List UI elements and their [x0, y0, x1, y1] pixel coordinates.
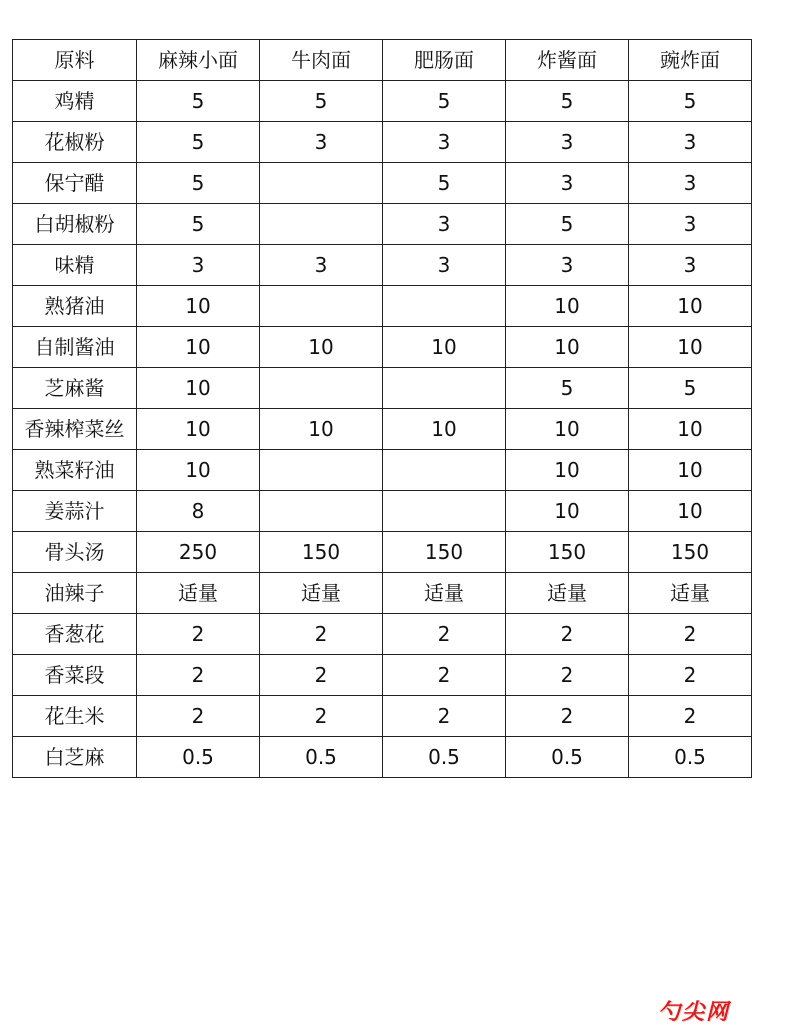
- header-noodle-type: 肥肠面: [383, 40, 506, 81]
- table-row: [13, 245, 752, 286]
- ingredient-name-cell: 香菜段: [13, 655, 137, 696]
- amount-cell: 10: [506, 409, 629, 450]
- table-row: [13, 655, 752, 696]
- ingredient-name-cell: 姜蒜汁: [13, 491, 137, 532]
- amount-cell: 2: [506, 614, 629, 655]
- amount-cell: 5: [629, 368, 752, 409]
- amount-cell: [260, 491, 383, 532]
- ingredient-name-cell: 保宁醋: [13, 163, 137, 204]
- amount-cell: 5: [137, 204, 260, 245]
- amount-cell: 2: [383, 696, 506, 737]
- amount-cell: 适量: [629, 573, 752, 614]
- amount-cell: [383, 368, 506, 409]
- ingredient-name-cell: 鸡精: [13, 81, 137, 122]
- amount-cell: 3: [260, 245, 383, 286]
- amount-cell: 5: [506, 204, 629, 245]
- table-row: [13, 491, 752, 532]
- amount-cell: 10: [629, 450, 752, 491]
- header-ingredient: 原料: [13, 40, 137, 81]
- table-row: [13, 163, 752, 204]
- amount-cell: 2: [260, 655, 383, 696]
- amount-cell: 10: [629, 409, 752, 450]
- amount-cell: 5: [383, 163, 506, 204]
- amount-cell: 3: [383, 204, 506, 245]
- site-watermark: 勺尖网: [658, 1000, 731, 1025]
- amount-cell: 3: [506, 245, 629, 286]
- ingredient-name-cell: 白胡椒粉: [13, 204, 137, 245]
- table-row: [13, 696, 752, 737]
- header-noodle-type: 豌炸面: [629, 40, 752, 81]
- table-row: [13, 204, 752, 245]
- amount-cell: 10: [506, 286, 629, 327]
- table-row: [13, 614, 752, 655]
- table-row: [13, 737, 752, 778]
- amount-cell: 3: [383, 122, 506, 163]
- amount-cell: 0.5: [506, 737, 629, 778]
- ingredient-name-cell: 花椒粉: [13, 122, 137, 163]
- ingredient-name-cell: 自制酱油: [13, 327, 137, 368]
- amount-cell: 0.5: [383, 737, 506, 778]
- amount-cell: 3: [506, 163, 629, 204]
- amount-cell: 5: [137, 163, 260, 204]
- amount-cell: 2: [137, 655, 260, 696]
- amount-cell: 10: [260, 327, 383, 368]
- amount-cell: 3: [629, 163, 752, 204]
- table-row: [13, 450, 752, 491]
- amount-cell: 3: [629, 122, 752, 163]
- amount-cell: 2: [383, 614, 506, 655]
- amount-cell: 2: [137, 696, 260, 737]
- amount-cell: [383, 491, 506, 532]
- header-noodle-type: 牛肉面: [260, 40, 383, 81]
- table-row: [13, 368, 752, 409]
- ingredient-name-cell: 骨头汤: [13, 532, 137, 573]
- amount-cell: 150: [629, 532, 752, 573]
- ingredient-name-cell: 白芝麻: [13, 737, 137, 778]
- amount-cell: 5: [137, 122, 260, 163]
- amount-cell: 适量: [506, 573, 629, 614]
- table-row: [13, 327, 752, 368]
- amount-cell: 10: [506, 450, 629, 491]
- ingredient-name-cell: 香葱花: [13, 614, 137, 655]
- amount-cell: 10: [629, 286, 752, 327]
- amount-cell: 10: [629, 327, 752, 368]
- ingredient-name-cell: 味精: [13, 245, 137, 286]
- header-noodle-type: 麻辣小面: [137, 40, 260, 81]
- amount-cell: 10: [137, 286, 260, 327]
- amount-cell: 10: [383, 409, 506, 450]
- amount-cell: 0.5: [629, 737, 752, 778]
- amount-cell: 2: [137, 614, 260, 655]
- amount-cell: 150: [260, 532, 383, 573]
- header-noodle-type: 炸酱面: [506, 40, 629, 81]
- table-body: [13, 81, 752, 778]
- amount-cell: 2: [383, 655, 506, 696]
- amount-cell: 0.5: [260, 737, 383, 778]
- amount-cell: 5: [506, 368, 629, 409]
- amount-cell: 5: [137, 81, 260, 122]
- amount-cell: [260, 368, 383, 409]
- table-row: [13, 532, 752, 573]
- amount-cell: 10: [506, 327, 629, 368]
- amount-cell: 3: [137, 245, 260, 286]
- amount-cell: [260, 286, 383, 327]
- amount-cell: [260, 204, 383, 245]
- amount-cell: 2: [629, 696, 752, 737]
- amount-cell: [383, 286, 506, 327]
- amount-cell: [383, 450, 506, 491]
- table-row: [13, 122, 752, 163]
- ingredient-name-cell: 芝麻酱: [13, 368, 137, 409]
- amount-cell: 8: [137, 491, 260, 532]
- amount-cell: 10: [383, 327, 506, 368]
- ingredient-name-cell: 香辣榨菜丝: [13, 409, 137, 450]
- amount-cell: 250: [137, 532, 260, 573]
- amount-cell: 2: [629, 655, 752, 696]
- amount-cell: 2: [629, 614, 752, 655]
- amount-cell: 5: [506, 81, 629, 122]
- amount-cell: 3: [260, 122, 383, 163]
- amount-cell: [260, 450, 383, 491]
- amount-cell: 2: [506, 696, 629, 737]
- amount-cell: 3: [629, 204, 752, 245]
- amount-cell: 10: [137, 368, 260, 409]
- recipe-sheet: [12, 39, 750, 778]
- amount-cell: 2: [260, 614, 383, 655]
- amount-cell: 10: [137, 327, 260, 368]
- amount-cell: 2: [506, 655, 629, 696]
- amount-cell: 150: [383, 532, 506, 573]
- amount-cell: 3: [629, 245, 752, 286]
- amount-cell: 适量: [137, 573, 260, 614]
- amount-cell: 150: [506, 532, 629, 573]
- amount-cell: 10: [629, 491, 752, 532]
- amount-cell: 适量: [383, 573, 506, 614]
- amount-cell: 2: [260, 696, 383, 737]
- amount-cell: 10: [137, 409, 260, 450]
- amount-cell: 5: [260, 81, 383, 122]
- table-row: [13, 573, 752, 614]
- amount-cell: [260, 163, 383, 204]
- ingredient-name-cell: 花生米: [13, 696, 137, 737]
- seasoning-table: [12, 39, 752, 778]
- amount-cell: 3: [506, 122, 629, 163]
- amount-cell: 5: [383, 81, 506, 122]
- ingredient-name-cell: 熟猪油: [13, 286, 137, 327]
- amount-cell: 0.5: [137, 737, 260, 778]
- amount-cell: 10: [506, 491, 629, 532]
- table-row: [13, 81, 752, 122]
- amount-cell: 适量: [260, 573, 383, 614]
- amount-cell: 5: [629, 81, 752, 122]
- ingredient-name-cell: 熟菜籽油: [13, 450, 137, 491]
- table-row: [13, 286, 752, 327]
- amount-cell: 3: [383, 245, 506, 286]
- table-row: [13, 409, 752, 450]
- amount-cell: 10: [260, 409, 383, 450]
- ingredient-name-cell: 油辣子: [13, 573, 137, 614]
- table-header-row: [13, 40, 752, 81]
- amount-cell: 10: [137, 450, 260, 491]
